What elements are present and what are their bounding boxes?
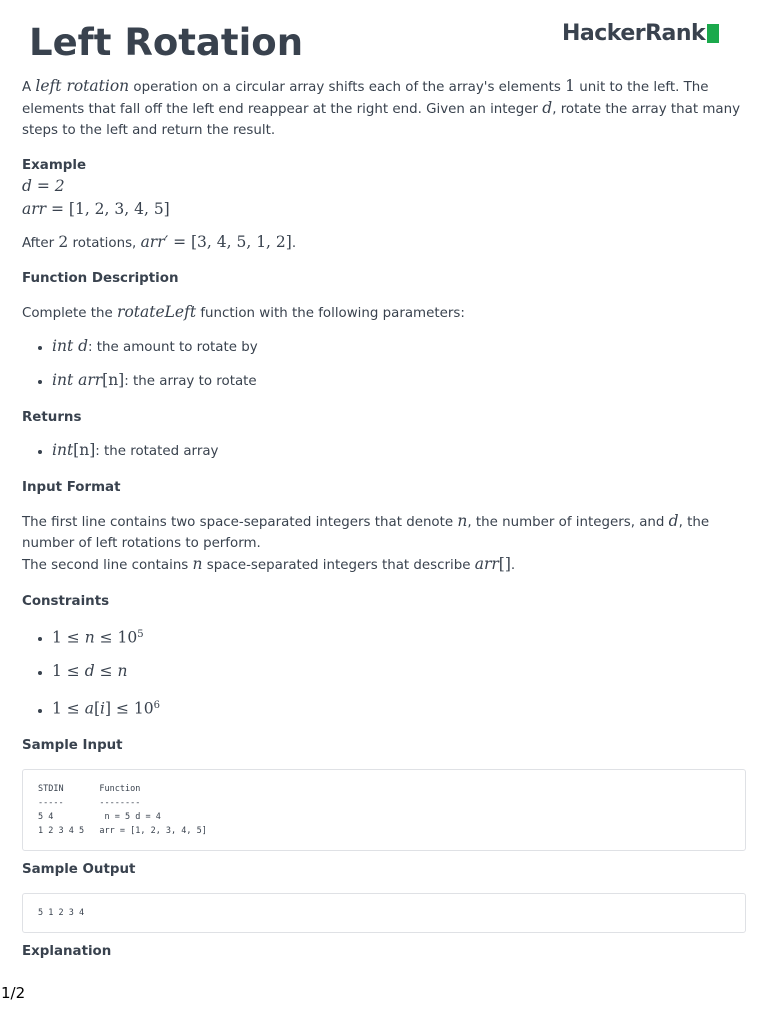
example-text: After [22,236,59,251]
explanation-heading: Explanation [22,943,112,959]
example-math: 2 [58,233,69,251]
if-text: space-separated integers that describe [202,558,475,573]
if-math: d [668,512,679,530]
intro-text: unit to the left. The elements that fall off the left end reappear at the right end. Given an integer [22,80,709,117]
example-math: arr′ [140,233,169,251]
constraint-math: ] [104,699,112,718]
constraint-math: n [84,628,95,647]
constraint-math: i [100,699,105,718]
intro-math: 1 [565,77,575,95]
input-format-line-1 [22,511,746,554]
param-math: int arr [52,371,103,389]
example-text: rotations, [68,236,141,251]
constraint-exponent: 5 [137,629,144,640]
returns-list [22,440,746,462]
param-text: : the array to rotate [124,374,257,389]
list-item [52,695,746,720]
parameter-list [22,336,746,392]
intro-math: d [542,99,553,117]
constraint-exponent: 6 [153,700,160,712]
sample-input-heading: Sample Input [22,737,123,753]
example-after-line [22,232,746,254]
if-math: arr [474,555,499,573]
sample-output-heading: Sample Output [22,861,136,877]
constraint-math: [ [93,699,101,718]
constraint-math: ≤ 10 [94,628,138,647]
constraint-math: 1 ≤ [52,628,85,647]
constraints-heading: Constraints [22,594,110,609]
fd-math: rotateLeft [117,303,197,321]
fd-text: function with the following parameters: [196,306,465,321]
param-text: : the amount to rotate by [88,340,258,355]
intro-text: , rotate the array that many steps to the left and return the result. [22,102,741,138]
if-math: n [457,512,468,530]
constraint-math: a [84,699,94,718]
example-arr-line [22,198,746,222]
list-item [52,370,746,392]
returns-text: : the rotated array [95,444,219,459]
constraint-math: d [84,662,95,681]
list-item [52,440,746,462]
example-math: d = 2 [22,177,65,195]
function-description-text [22,302,746,324]
page-title: Left Rotation [29,21,304,64]
constraint-math: n [117,662,128,681]
intro-text: operation on a circular array shifts each of the array's elements [129,80,566,95]
constraint-math: 1 ≤ [52,699,85,718]
intro-text: A [22,80,36,95]
input-format-heading: Input Format [22,480,121,495]
example-text: . [291,236,297,251]
example-math: = [1, 2, 3, 4, 5] [46,200,170,218]
sample-input-code: STDIN Function ----- -------- 5 4 n = 5 d = 4 1 2 3 4 5 arr = [1, 2, 3, 4, 5] [22,769,746,851]
list-item [52,661,746,683]
constraint-math: ≤ [94,662,118,681]
returns-math: [n] [73,441,96,459]
hackerrank-logo [562,20,719,46]
if-text: , the number of integers, and [467,515,669,530]
logo-text: HackerRank [562,20,706,46]
constraint-math: ≤ 10 [111,699,154,718]
intro-math: left rotation [35,77,130,95]
param-math: [n] [102,371,125,389]
returns-math: int [52,441,74,459]
page-number: 1/2 [1,984,26,1002]
sample-output-code: 5 1 2 3 4 [22,893,746,933]
example-heading: Example [22,158,87,173]
example-math: = [3, 4, 5, 1, 2] [168,233,292,251]
input-format-line-2 [22,554,746,576]
constraints-list [22,624,746,721]
list-item [52,336,746,358]
fd-text: Complete the [22,306,118,321]
if-text: , the number of left rotations to perform. [22,515,710,551]
logo-mark-icon [707,24,719,43]
list-item [52,624,746,649]
example-d-line [22,176,746,198]
constraint-math: 1 ≤ [52,662,85,681]
example-math: arr [22,200,47,218]
function-description-heading: Function Description [22,271,179,286]
returns-heading: Returns [22,410,82,425]
if-math: n [192,555,203,573]
problem-statement [22,76,746,962]
if-text: . [510,558,516,573]
param-math: int d [52,337,89,355]
if-math: [] [498,555,511,573]
if-text: The second line contains [22,558,193,573]
if-text: The first line contains two space-separated integers that denote [22,515,458,530]
intro-paragraph [22,76,746,141]
